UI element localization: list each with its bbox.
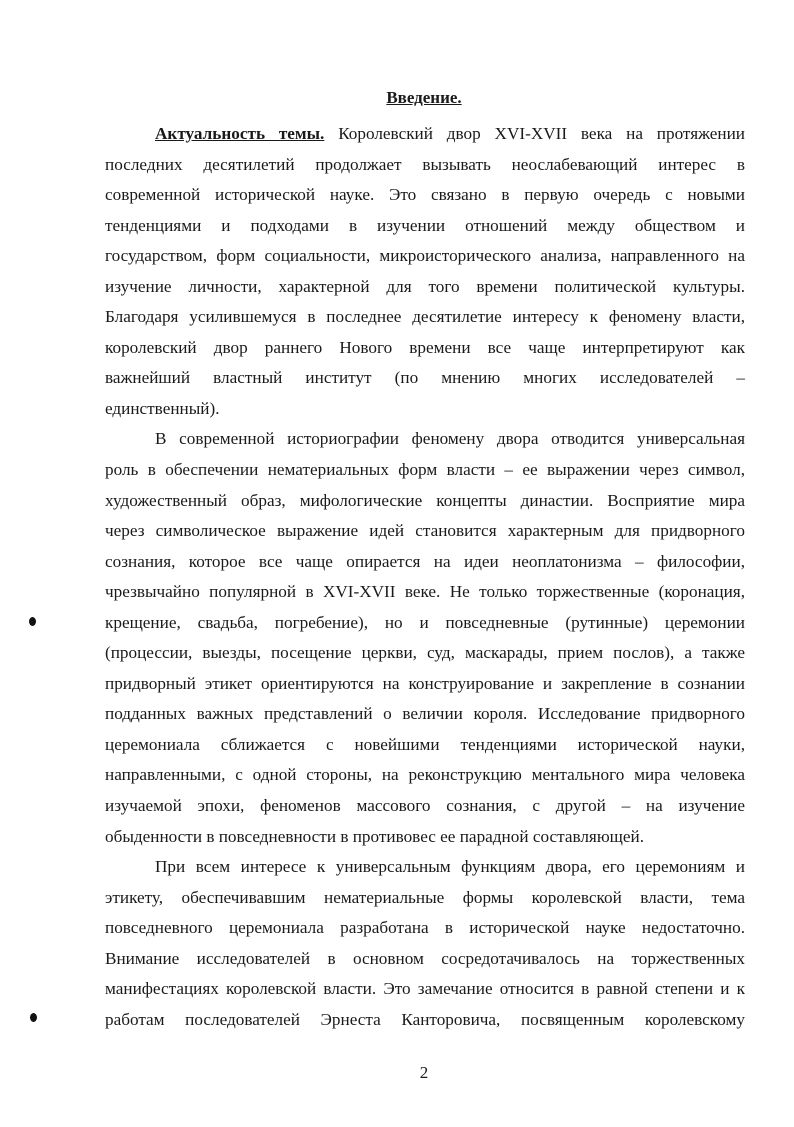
text-line xyxy=(105,394,745,425)
line-text: манифестациях королевской власти. Это замечание относится в равной степени и к xyxy=(105,979,745,999)
line-text: королевский двор раннего Нового времени все чаще интерпретируют как xyxy=(105,337,745,357)
text-line xyxy=(105,638,745,669)
line-text: придворный этикет ориентируются на конструирование и закрепление в сознании xyxy=(105,673,745,693)
line-text: Благодаря усилившемуся в последнее десятилетие интересу к феномену власти, xyxy=(105,307,745,327)
page-number: 2 xyxy=(419,1063,429,1082)
line-text: изучение личности, характерной для того времени политической культуры. xyxy=(105,276,745,296)
line-text: единственный). xyxy=(105,398,220,418)
section-lead: Актуальность темы. xyxy=(155,124,325,143)
text-line xyxy=(105,516,745,547)
text-line xyxy=(105,852,745,883)
page-title: Введение. xyxy=(386,88,462,107)
text-line xyxy=(105,699,745,730)
text-line xyxy=(105,119,745,150)
line-text: современной исторической науке. Это связано в первую очередь с новыми xyxy=(105,185,745,205)
text-line xyxy=(105,424,745,455)
line-text: важнейший властный институт (по мнению многих исследователей – xyxy=(105,368,745,388)
line-text: этикету, обеспечивавшим нематериальные формы королевской власти, тема xyxy=(105,887,745,907)
text-line xyxy=(105,1005,745,1036)
line-text: подданных важных представлений о величии короля. Исследование придворного xyxy=(105,704,745,724)
scan-artifact-dot xyxy=(30,1013,37,1022)
scan-artifact-dot xyxy=(29,617,36,626)
text-line xyxy=(105,577,745,608)
text-line xyxy=(105,486,745,517)
line-text: обыденности в повседневности в противовес ее парадной составляющей. xyxy=(105,826,645,846)
line-text: государством, форм социальности, микроисторического анализа, направленного на xyxy=(105,246,745,266)
line-text: роль в обеспечении нематериальных форм власти – ее выражении через символ, xyxy=(105,460,745,480)
line-text: изучаемой эпохи, феноменов массового сознания, с другой – на изучение xyxy=(105,796,745,816)
text-line xyxy=(105,547,745,578)
text-line xyxy=(105,333,745,364)
text-line xyxy=(105,944,745,975)
text-line xyxy=(105,363,745,394)
line-text: последних десятилетий продолжает вызывать неослабевающий интерес в xyxy=(105,154,745,174)
text-line xyxy=(105,913,745,944)
text-line xyxy=(105,211,745,242)
text-line xyxy=(105,669,745,700)
text-line xyxy=(105,791,745,822)
line-text: сознания, которое все чаще опирается на идеи неоплатонизма – философии, xyxy=(105,551,745,571)
text-line xyxy=(105,608,745,639)
line-text: чрезвычайно популярной в XVI-XVII веке. Не только торжественные (коронация, xyxy=(105,582,745,602)
line-text: В современной историографии феномену двора отводится универсальная xyxy=(155,429,745,449)
line-text: работам последователей Эрнеста Канторовича, посвященным королевскому xyxy=(105,1009,745,1029)
line-text: тенденциями и подходами в изучении отношений между обществом и xyxy=(105,215,745,235)
text-line xyxy=(105,241,745,272)
text-line xyxy=(105,302,745,333)
text-line xyxy=(105,455,745,486)
line-text: повседневного церемониала разработана в исторической науке недостаточно. xyxy=(105,918,745,938)
line-text: художественный образ, мифологические концепты династии. Восприятие мира xyxy=(105,490,745,510)
line-text: церемониала сближается с новейшими тенденциями исторической науки, xyxy=(105,734,745,754)
text-line xyxy=(105,883,745,914)
document-body xyxy=(105,119,745,1035)
line-text: При всем интересе к универсальным функциям двора, его церемониям и xyxy=(155,857,745,877)
text-line xyxy=(105,974,745,1005)
text-line xyxy=(105,822,745,853)
line-text: крещение, свадьба, погребение), но и повседневные (рутинные) церемонии xyxy=(105,612,745,632)
line-text: (процессии, выезды, посещение церкви, суд, маскарады, прием послов), а также xyxy=(105,643,745,663)
text-line xyxy=(105,730,745,761)
line-text: Внимание исследователей в основном сосредотачивалось на торжественных xyxy=(105,948,745,968)
line-text: через символическое выражение идей становится характерным для придворного xyxy=(105,521,745,541)
text-line xyxy=(105,150,745,181)
text-line xyxy=(105,272,745,303)
line-text: направленными, с одной стороны, на реконструкцию ментального мира человека xyxy=(105,765,745,785)
text-line xyxy=(105,760,745,791)
text-line xyxy=(105,180,745,211)
line-text: Королевский двор XVI-XVII века на протяжении xyxy=(324,124,745,143)
